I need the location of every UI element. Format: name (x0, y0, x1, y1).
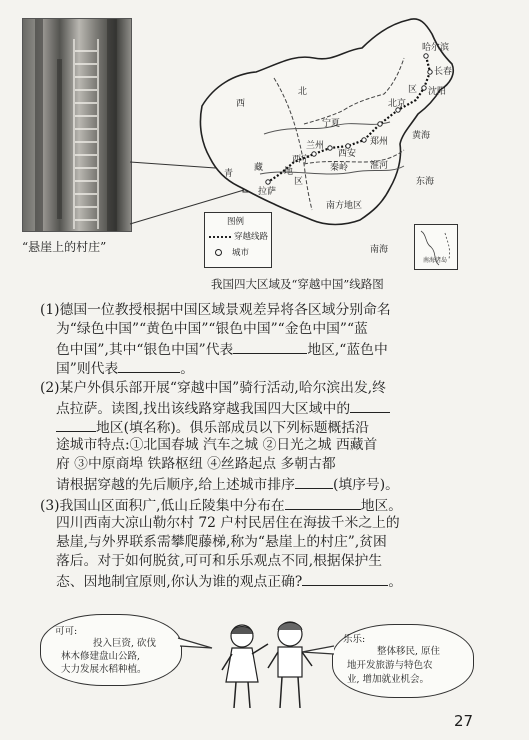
q2-line6: 请根据穿越的先后顺序,给上述城市排序 (填序号)。 (56, 474, 399, 495)
answer-blank-region[interactable] (350, 398, 390, 413)
answer-blank-opinion[interactable] (302, 571, 388, 586)
map-caption: 我国四大区域及“穿越中国”线路图 (211, 277, 384, 291)
city-circle-icon (215, 249, 222, 256)
q1-line1: (1)德国一位教授根据中国区域景观差异将各区域分别命名 (40, 302, 391, 318)
svg-text:哈尔滨: 哈尔滨 (422, 43, 450, 53)
photo-caption: “悬崖上的村庄” (22, 240, 107, 254)
svg-text:青: 青 (224, 169, 234, 179)
keke-name: 可可: (55, 626, 78, 637)
legend-route-row: 穿越线路 (209, 230, 268, 242)
map-legend (204, 212, 272, 268)
svg-text:南海: 南海 (370, 245, 389, 255)
q3-line2: 四川西南大凉山勒尔村 72 户村民居住在海拔千米之上的 (56, 515, 400, 531)
dotted-route-icon (209, 236, 231, 238)
svg-text:区: 区 (294, 177, 304, 187)
svg-text:郑州: 郑州 (370, 137, 389, 147)
lele-speech-bubble: 乐乐: 整体移民, 原住 地开发旅游与特色农 业, 增加就业机会。 (332, 624, 474, 698)
legend-city-row: 城市 (209, 246, 249, 258)
q3-line4: 落后。对于如何脱贫,可可和乐乐观点不同,根据保护生 (56, 553, 383, 569)
q3-line3: 悬崖,与外界联系需攀爬藤梯,称为“悬崖上的村庄”,贫困 (56, 534, 387, 550)
q3-line5: 态、因地制宜原则,你认为谁的观点正确? 。 (56, 571, 402, 592)
svg-text:西宁: 西宁 (292, 155, 311, 165)
q3-line1: (3)我国山区面积广,低山丘陵集中分布在 地区。 (40, 495, 402, 516)
q2-line4: 途城市特点:①北国春城 汽车之城 ②日光之城 西藏首 (56, 437, 378, 453)
svg-text:北京: 北京 (388, 99, 407, 109)
q2-line2: 点拉萨。读图,找出该线路穿越我国四大区域中的 (56, 398, 390, 419)
svg-text:藏: 藏 (254, 163, 264, 173)
answer-blank-blue[interactable] (118, 358, 180, 373)
svg-text:沈阳: 沈阳 (428, 87, 447, 97)
svg-text:兰州: 兰州 (306, 141, 325, 151)
svg-text:北: 北 (298, 87, 308, 97)
svg-text:黄海: 黄海 (412, 131, 431, 141)
answer-blank-region-cont[interactable] (56, 417, 96, 432)
svg-text:西安: 西安 (338, 149, 357, 159)
answer-blank-order[interactable] (295, 474, 333, 489)
svg-text:宁夏: 宁夏 (322, 119, 341, 129)
south-china-sea-inset (414, 224, 458, 270)
svg-text:秦岭: 秦岭 (330, 163, 349, 173)
svg-text:西: 西 (236, 99, 246, 109)
q2-line1: (2)某户外俱乐部开展“穿越中国”骑行活动,哈尔滨出发,终 (40, 380, 386, 396)
lele-name: 乐乐: (343, 634, 366, 645)
svg-text:区: 区 (408, 85, 418, 95)
q1-line2: 为“绿色中国”“黄色中国”“银色中国”“金色中国”“蓝 (56, 321, 368, 337)
q2-line5: 府 ③中原商埠 铁路枢纽 ④丝路起点 多朝古都 (56, 456, 336, 472)
svg-text:淮河: 淮河 (370, 161, 389, 171)
keke-bubble-tail (176, 634, 216, 654)
svg-text:东海: 东海 (416, 177, 435, 187)
svg-text:拉萨: 拉萨 (258, 187, 277, 197)
q2-line3: 地区(填名称)。俱乐部成员以下列标题概括沿 (56, 417, 369, 438)
svg-text:长春: 长春 (434, 67, 453, 77)
svg-text:地: 地 (284, 167, 294, 177)
answer-blank-hills[interactable] (285, 495, 361, 510)
svg-text:南方地区: 南方地区 (326, 201, 363, 211)
page-number: 27 (454, 712, 474, 730)
keke-speech-bubble: 可可: 投入巨资, 砍伐 林木修建盘山公路, 大力发展水稻种植。 (40, 614, 182, 686)
inset-label: 南海诸岛 (423, 257, 448, 264)
q1-line4: 国”则代表 。 (56, 358, 194, 379)
legend-title: 图例 (227, 217, 245, 227)
boy-lele-figure (262, 618, 318, 716)
q1-line3: 色中国”,其中“银色中国”代表 地区,“蓝色中 (56, 339, 388, 360)
answer-blank-silver[interactable] (233, 339, 307, 354)
